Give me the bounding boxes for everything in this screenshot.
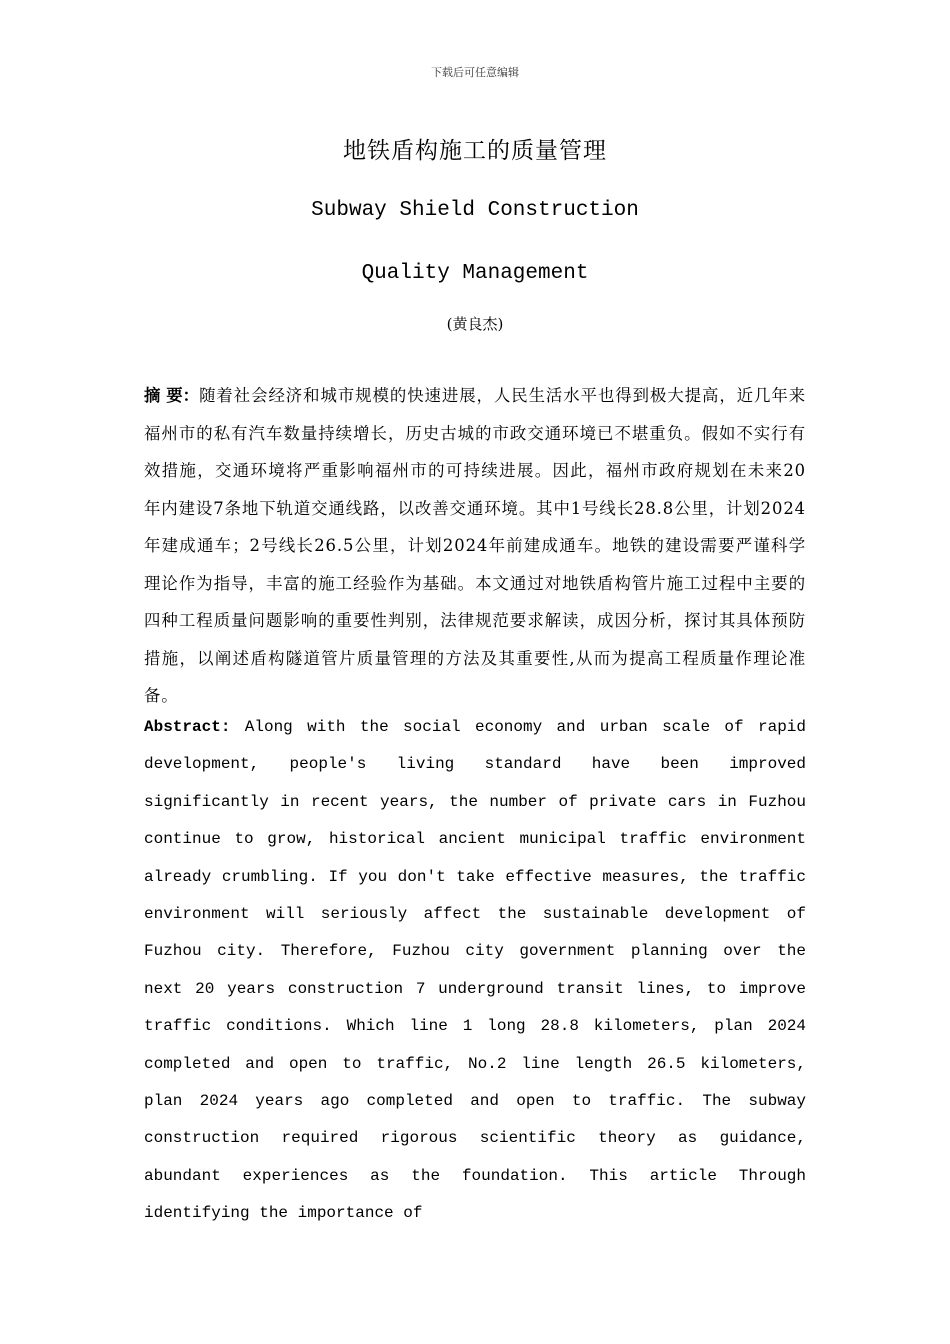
abstract-chinese-text: 随着社会经济和城市规模的快速进展，人民生活水平也得到极大提高，近几年来福州市的私有汽车数量持续增长，历史古城的市政交通环境已不堪重负。假如不实行有效措施，交通环境将严重影响福州市的可持续进展。因此，福州市政府规划在未来20年内建设7条地下轨道交通线路，以改善交通环境。其中1号线长28.8公里，计划2024年建成通车；2号线长26.5公里，计划2024年前建成通车。地铁的建设需要严谨科学理论作为指导，丰富的施工经验作为基础。本文通过对地铁盾构管片施工过程中主要的四种工程质量问题影响的重要性判别，法律规范要求解读，成因分析，探讨其具体预防措施，以阐述盾构隧道管片质量管理的方法及其重要性,从而为提高工程质量作理论准备。 [144, 386, 806, 705]
author-name: (黄良杰) [446, 315, 504, 333]
document-title-chinese: 地铁盾构施工的质量管理 [343, 138, 607, 164]
abstract-english-text: Along with the social economy and urban scale of rapid development, people's living standard have been improved significantly in recent years, the number of private cars in Fuzhou continue to grow, historical ancient municipal traffic environment already crumbling. If you don't take effective measures, the traffic environment will seriously affect the sustainable development of Fuzhou city. Therefore, Fuzhou city government planning over the next 20 years construction 7 underground transit lines, to improve traffic conditions. Which line 1 long 28.8 kilometers, plan 2024 completed and open to traffic, No.2 line length 26.5 kilometers, plan 2024 years ago completed and open to traffic. The subway construction required rigorous scientific theory as guidance, abundant experiences as the foundation. This article Through identifying the importance of [144, 718, 806, 1223]
abstract-english [144, 709, 806, 1233]
document-title-english-line2: Quality Management [361, 262, 589, 285]
abstract-chinese-label: 摘 要： [144, 386, 200, 405]
page-header-note: 下载后可任意编辑 [431, 66, 519, 79]
abstract-english-label: Abstract: [144, 718, 231, 736]
abstract-chinese [144, 377, 806, 715]
document-title-english-line1: Subway Shield Construction [311, 199, 639, 222]
